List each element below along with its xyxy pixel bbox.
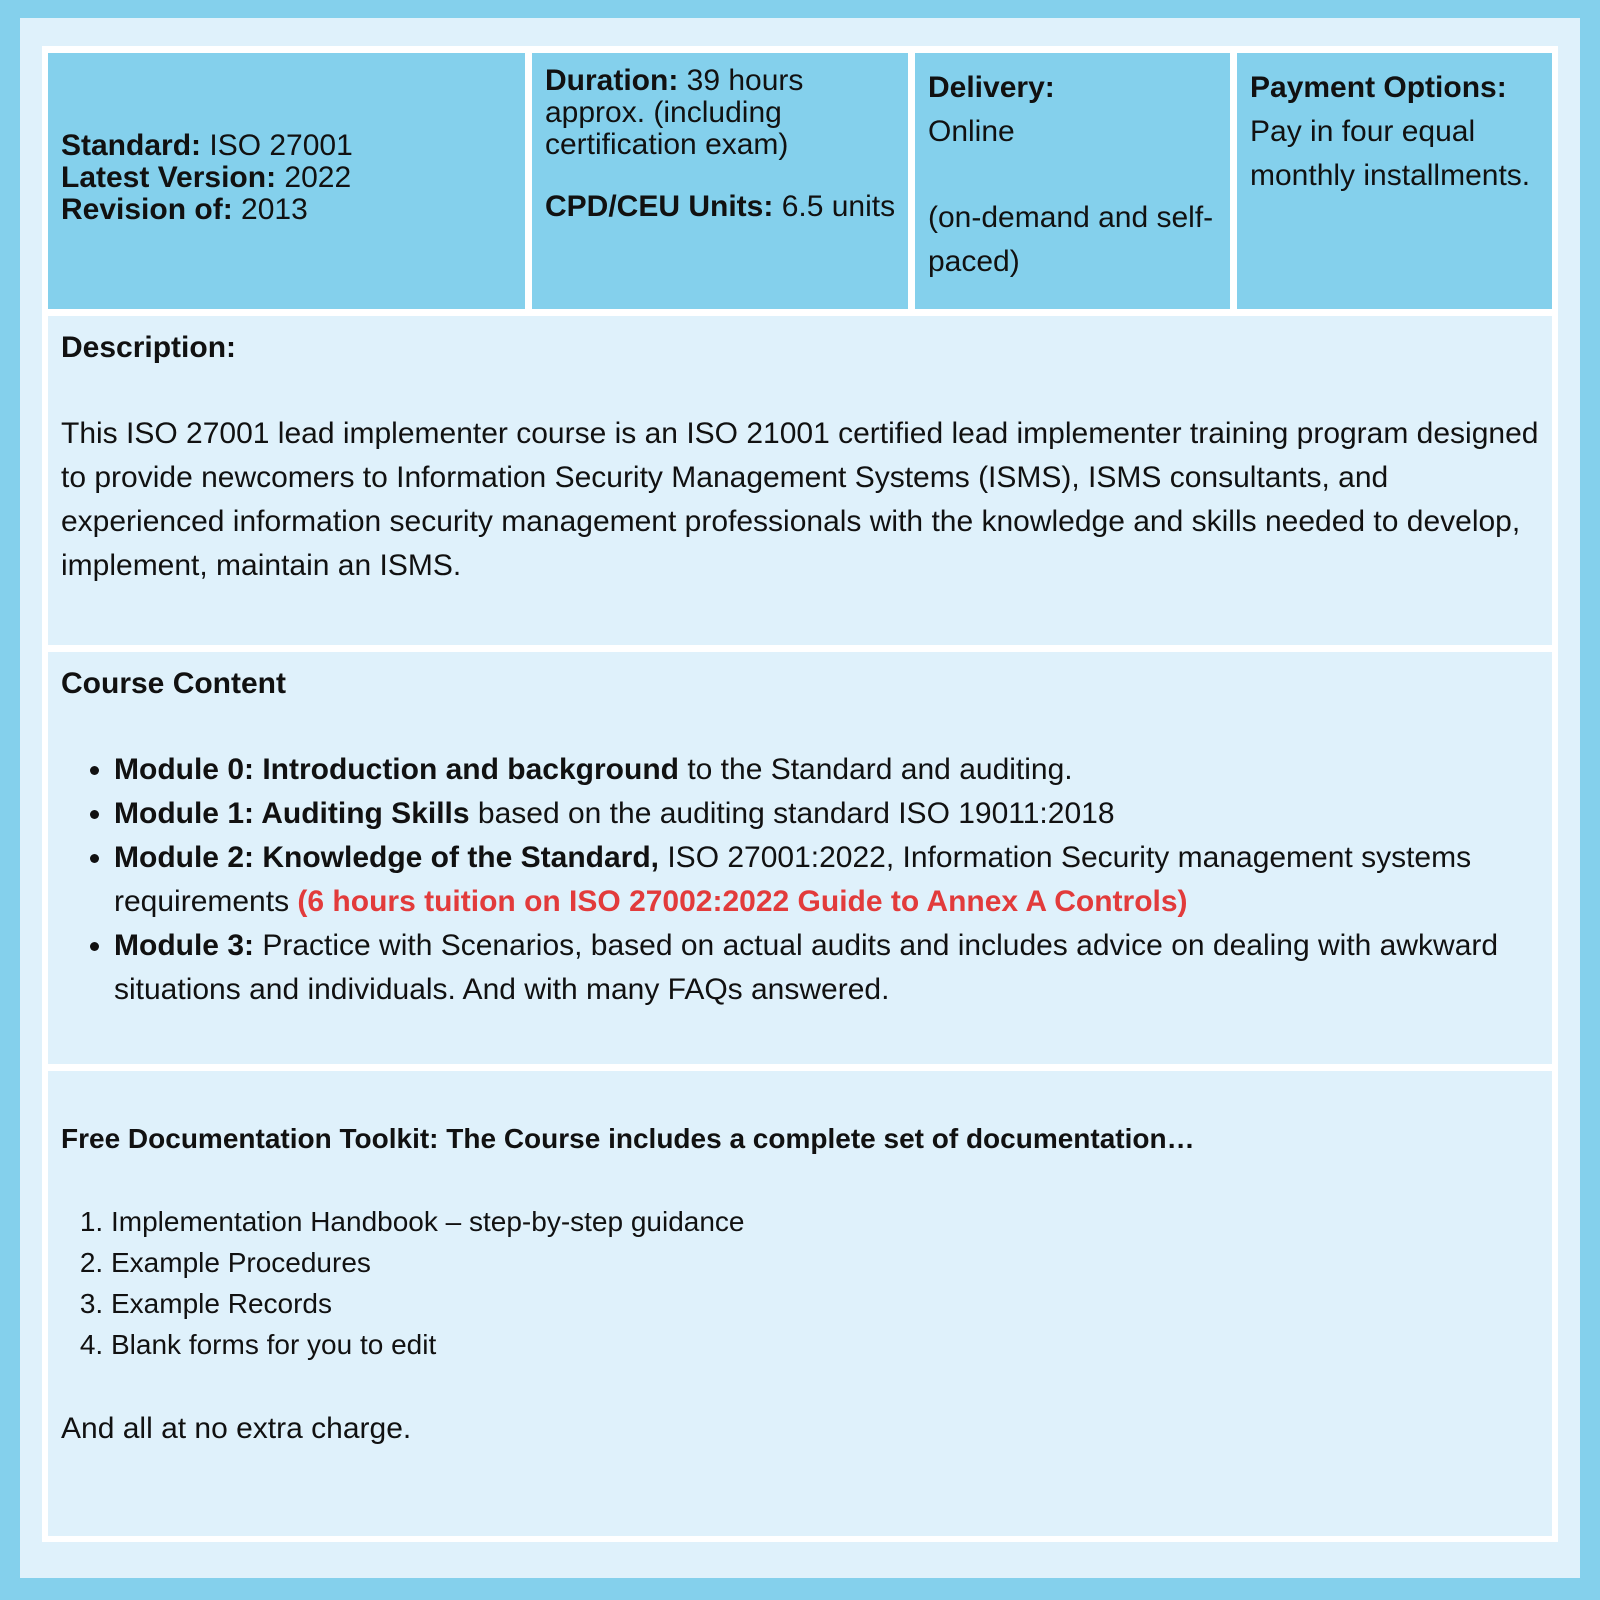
duration-label: Duration:: [545, 64, 679, 97]
delivery-label: Delivery:: [928, 71, 1055, 104]
standard-line: [61, 130, 515, 162]
standard-label: Standard:: [61, 129, 202, 162]
standard-value: ISO 27001: [209, 129, 353, 162]
revision-label: Revision of:: [61, 193, 233, 226]
course-content-section: [48, 652, 1552, 1064]
cpd-line: [545, 191, 898, 223]
version-line: [61, 162, 515, 194]
module-item: • Module 0: Introduction and background to the Standard and auditing.: [114, 748, 1542, 792]
course-info-table: [42, 46, 1558, 1542]
payment-label: Payment Options:: [1250, 71, 1507, 104]
payment-cell: [1237, 53, 1552, 309]
module-item: • Module 2: Knowledge of the Standard, ISO 27001:2022, Information Security management systems requirements (6 hours tuition on ISO 27002:2022 Guide to Annex A Controls): [114, 836, 1542, 924]
toolkit-section: [48, 1071, 1552, 1536]
description-section: [48, 316, 1552, 645]
module-item: • Module 1: Auditing Skills based on the auditing standard ISO 19011:2018: [114, 792, 1542, 836]
standard-cell: [48, 53, 525, 309]
revision-value: 2013: [241, 193, 308, 226]
toolkit-item: 4. Blank forms for you to edit: [111, 1324, 1542, 1365]
course-content-heading: Course Content: [61, 667, 286, 700]
delivery-value: Online: [928, 115, 1015, 148]
revision-line: [61, 194, 515, 226]
duration-value: 39 hours approx. (including certification exam): [545, 64, 804, 161]
toolkit-heading: Free Documentation Toolkit: The Course includes a complete set of documentation…: [61, 1123, 1195, 1154]
duration-cell: [532, 53, 908, 309]
delivery-note: (on-demand and self-paced): [928, 201, 1214, 278]
toolkit-footer: And all at no extra charge.: [61, 1412, 412, 1445]
module-item: • Module 3: Practice with Scenarios, based on actual audits and includes advice on dealing with awkward situations and individuals. And with many FAQs answered.: [114, 924, 1542, 1012]
description-heading: Description:: [61, 331, 237, 364]
toolkit-item: 2. Example Procedures: [111, 1242, 1542, 1283]
duration-line: [545, 65, 898, 161]
payment-value: Pay in four equal monthly installments.: [1250, 115, 1531, 192]
cpd-value: 6.5 units: [781, 190, 896, 223]
module-highlight: (6 hours tuition on ISO 27002:2022 Guide to Annex A Controls): [297, 885, 1188, 918]
version-label: Latest Version:: [61, 161, 277, 194]
delivery-cell: [915, 53, 1230, 309]
cpd-label: CPD/CEU Units:: [545, 190, 774, 223]
toolkit-list: [61, 1201, 1542, 1365]
description-body: This ISO 27001 lead implementer course is an ISO 21001 certified lead implementer training program designed to provide newcomers to Information Security Management Systems (ISMS), ISMS consultants, and experienced information security management professionals with the knowledge and skills needed to develop, implement, maintain an ISMS.: [61, 417, 1539, 582]
toolkit-item: 3. Example Records: [111, 1283, 1542, 1324]
toolkit-item: 1. Implementation Handbook – step-by-step guidance: [111, 1201, 1542, 1242]
version-value: 2022: [284, 161, 352, 194]
module-list: [61, 748, 1542, 1012]
